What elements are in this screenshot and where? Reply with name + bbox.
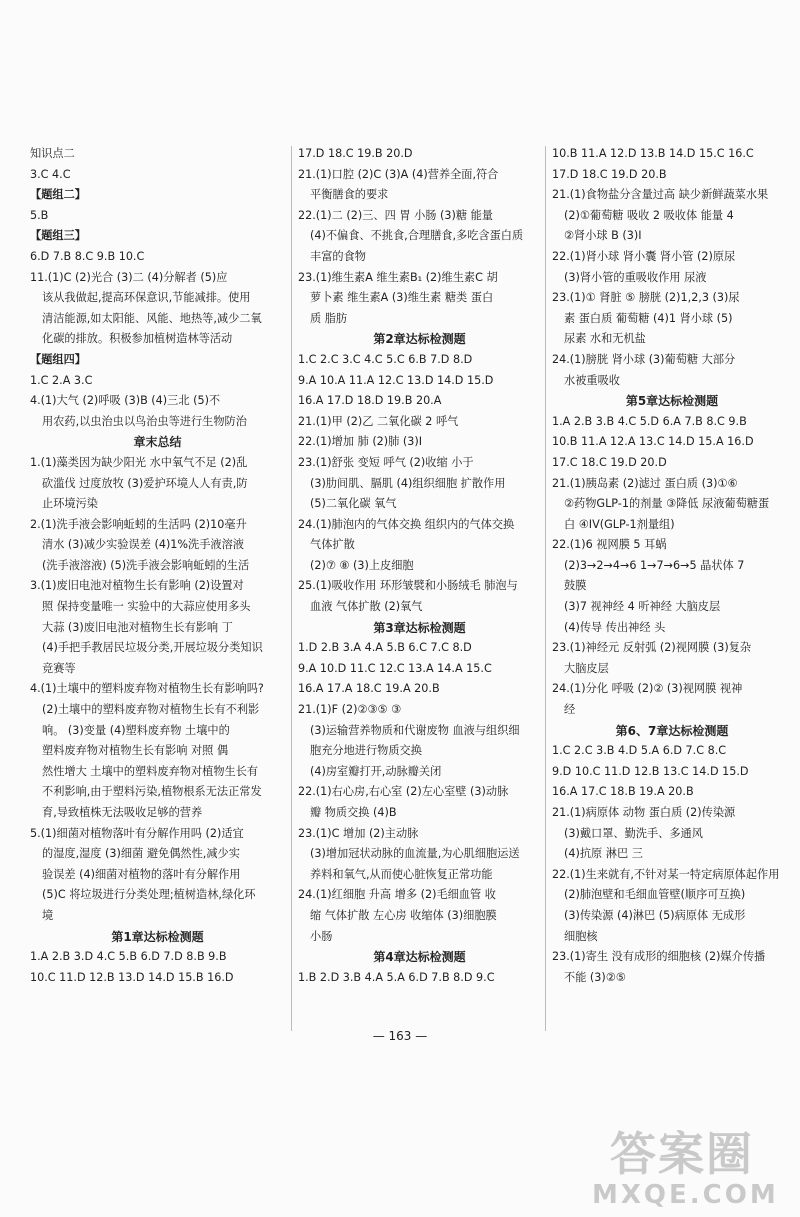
answer-line: 24.(1)膀胱 肾小球 (3)葡萄糖 大部分	[552, 352, 736, 366]
watermark-logo-text: 答案圈	[610, 1127, 754, 1181]
answer-line: 25.(1)吸收作用 环形皱襞和小肠绒毛 肺泡与	[298, 579, 518, 593]
group-heading: 【题组三】	[30, 229, 86, 243]
answer-line: 血液 气体扩散 (2)氧气	[310, 600, 423, 614]
answer-line: 境	[42, 908, 54, 922]
answer-line: 16.A 17.A 18.C 19.A 20.B	[298, 682, 440, 696]
answer-line: 24.(1)分化 呼吸 (2)② (3)视网膜 视神	[552, 682, 743, 696]
section-heading: 第6、7章达标检测题	[615, 723, 729, 738]
page-number: — 163 —	[372, 1029, 428, 1043]
answer-line: ②药物GLP-1的剂量 ③降低 尿液葡萄糖蛋	[564, 497, 770, 511]
answer-line: 清洁能源,如太阳能、风能、地热等,减少二氧	[42, 311, 262, 325]
answer-line: 2.(1)洗手液会影响蚯蚓的生活吗 (2)10毫升	[30, 517, 247, 531]
section-heading: 第5章达标检测题	[625, 394, 719, 409]
answer-line: 1.(1)藻类因为缺少阳光 水中氧气不足 (2)乱	[30, 455, 248, 469]
answer-line: (3)7 视神经 4 听神经 大脑皮层	[564, 600, 721, 614]
answer-line: 养料和氧气,从而使心脏恢复正常功能	[310, 867, 493, 881]
answer-line: 17.C 18.C 19.D 20.D	[552, 455, 667, 469]
answer-line: 9.A 10.D 11.C 12.C 13.A 14.A 15.C	[298, 661, 492, 675]
answer-line: (3)戴口罩、勤洗手、多通风	[564, 826, 703, 840]
answer-line: (洗手液溶液) (5)洗手液会影响蚯蚓的生活	[42, 558, 250, 572]
answer-line: (4)房室瓣打开,动脉瓣关闭	[310, 764, 442, 778]
group-heading: 【题组四】	[30, 352, 86, 366]
answer-line: 16.A 17.D 18.D 19.B 20.A	[298, 394, 442, 408]
answer-line: 砍滥伐 过度放牧 (3)爱护环境人人有责,防	[42, 476, 248, 490]
answer-line: 23.(1)维生素A 维生素B₁ (2)维生素C 胡	[298, 270, 498, 284]
answer-line: 1.C 2.A 3.C	[30, 373, 93, 387]
answer-line: 24.(1)红细胞 升高 增多 (2)毛细血管 收	[298, 888, 496, 902]
column-divider	[545, 146, 546, 1031]
answer-line: 的湿度,湿度 (3)细菌 避免偶然性,减少实	[42, 847, 240, 861]
answer-line: 22.(1)肾小球 肾小囊 肾小管 (2)原尿	[552, 249, 736, 263]
answer-line: 23.(1)神经元 反射弧 (2)视网膜 (3)复杂	[552, 641, 752, 655]
answer-line: (2)土壤中的塑料废弃物对植物生长有不利影	[42, 703, 260, 717]
answer-line: 22.(1)二 (2)三、四 胃 小肠 (3)糖 能量	[298, 208, 493, 222]
answer-line: 22.(1)生来就有,不针对某一特定病原体起作用	[552, 867, 780, 881]
answer-line: 1.A 2.B 3.D 4.C 5.B 6.D 7.D 8.B 9.B	[30, 950, 227, 964]
answer-line: 1.B 2.D 3.B 4.A 5.A 6.D 7.B 8.D 9.C	[298, 970, 495, 984]
answer-line: 然性增大 土壤中的塑料废弃物对植物生长有	[42, 764, 259, 778]
answer-line: 丰富的食物	[310, 249, 366, 263]
answer-line: 23.(1)舒张 变短 呼气 (2)收缩 小于	[298, 455, 474, 469]
section-heading: 第1章达标检测题	[111, 929, 204, 944]
answer-line: 17.D 18.C 19.D 20.B	[552, 167, 667, 181]
answer-line: 塑料废弃物对植物生长有影响 对照 偶	[42, 744, 229, 758]
answer-line: 21.(1)食物盐分含量过高 缺少新鲜蔬菜水果	[552, 188, 769, 202]
answer-line: 23.(1)寄生 没有成形的细胞核 (2)媒介传播	[552, 950, 766, 964]
answer-line: 21.(1)F (2)②③⑤ ③	[298, 703, 402, 717]
answer-line: 6.D 7.B 8.C 9.B 10.C	[30, 249, 145, 263]
answer-line: 瓣 物质交换 (4)B	[310, 806, 397, 819]
column-divider	[291, 146, 292, 1031]
section-heading: 第2章达标检测题	[373, 332, 466, 347]
answer-line: 细胞核	[564, 929, 598, 943]
answer-line: 素 蛋白质 葡萄糖 (4)1 肾小球 (5)	[564, 311, 733, 325]
answer-line: 平衡膳食的要求	[310, 188, 389, 202]
answer-line: 21.(1)胰岛素 (2)滤过 蛋白质 (3)①⑥	[552, 476, 738, 490]
answer-line: 气体扩散	[310, 538, 355, 552]
answer-line: (3)运输营养物质和代谢废物 血液与组织细	[310, 723, 520, 737]
answer-line: 3.C 4.C	[30, 167, 71, 181]
answer-line: 竞赛等	[42, 661, 76, 675]
answer-line: (2)肺泡壁和毛细血管壁(顺序可互换)	[564, 888, 746, 902]
answer-line: 育,导致植株无法吸收足够的营养	[42, 806, 203, 819]
answer-line: 10.B 11.A 12.A 13.C 14.D 15.A 16.D	[552, 435, 754, 449]
answer-line: 清水 (3)减少实验误差 (4)1%洗手液溶液	[42, 538, 244, 552]
answer-line: 不利影响,由于塑料污染,植物根系无法正常发	[42, 785, 262, 799]
answer-line: 响。 (3)变量 (4)塑料废弃物 土壤中的	[42, 723, 230, 737]
answer-line: 5.B	[30, 208, 49, 222]
answer-line: 照 保持变量唯一 实验中的大蒜应使用多头	[42, 600, 251, 614]
answer-line: ②肾小球 B (3)Ⅰ	[564, 229, 642, 243]
answer-line: 止环境污染	[42, 497, 98, 511]
answer-line: (2)①葡萄糖 吸收 2 吸收体 能量 4	[564, 208, 734, 222]
answer-line: 经	[564, 703, 576, 717]
answer-line: 尿素 水和无机盐	[564, 332, 646, 346]
answer-line: 11.(1)C (2)光合 (3)二 (4)分解者 (5)应	[30, 270, 228, 284]
answer-line: 9.D 10.C 11.D 12.B 13.C 14.D 15.D	[552, 764, 749, 778]
answer-line: 1.D 2.B 3.A 4.A 5.B 6.C 7.C 8.D	[298, 641, 472, 655]
answer-line: 22.(1)右心房,右心室 (2)左心室壁 (3)动脉	[298, 785, 509, 799]
answer-line: 验误差 (4)细菌对植物的落叶有分解作用	[42, 867, 241, 881]
answer-line: (4)不偏食、不挑食,合理膳食,多吃含蛋白质	[310, 229, 524, 243]
watermark-logo	[592, 1118, 779, 1210]
answer-line: 用农药,以虫治虫以鸟治虫等进行生物防治	[42, 414, 247, 428]
answer-line: 4.(1)大气 (2)呼吸 (3)B (4)三北 (5)不	[30, 394, 221, 408]
answer-line: 白 ④IV(GLP-1剂量组)	[564, 517, 675, 531]
answer-line: (4)手把手教居民垃圾分类,开展垃圾分类知识	[42, 641, 263, 655]
answer-line: 21.(1)病原体 动物 蛋白质 (2)传染源	[552, 806, 736, 819]
answer-line: 10.B 11.A 12.D 13.B 14.D 15.C 16.C	[552, 147, 754, 160]
section-heading: 第4章达标检测题	[373, 950, 466, 965]
answer-line: 知识点二	[30, 147, 75, 160]
answer-line: (3)肾小管的重吸收作用 尿液	[564, 270, 707, 284]
answer-line: 21.(1)口腔 (2)C (3)A (4)营养全面,符合	[298, 167, 499, 181]
answer-line: 10.C 11.D 12.B 13.D 14.D 15.B 16.D	[30, 970, 234, 984]
answer-line: 不能 (3)②⑤	[564, 970, 626, 984]
answer-line: 22.(1)6 视网膜 5 耳蜗	[552, 538, 667, 552]
answer-line: 1.C 2.C 3.B 4.D 5.A 6.D 7.C 8.C	[552, 744, 727, 758]
answer-line: 3.(1)废旧电池对植物生长有影响 (2)设置对	[30, 579, 244, 593]
answer-line: 24.(1)肺泡内的气体交换 组织内的气体交换	[298, 517, 515, 531]
group-heading: 【题组二】	[30, 188, 86, 202]
answer-line: 大脑皮层	[564, 661, 609, 675]
answer-line: (5)C 将垃圾进行分类处理;植树造林,绿化环	[42, 888, 256, 902]
answer-line: (5)二氧化碳 氧气	[310, 497, 397, 511]
answer-line: 鼓膜	[564, 579, 587, 593]
answer-line: 化碳的排放。积极参加植树造林等活动	[42, 332, 233, 346]
answer-line: 萝卜素 维生素A (3)维生素 糖类 蛋白	[310, 291, 494, 305]
answer-line: (4)抗原 淋巴 三	[564, 847, 643, 861]
answer-line: 水被重吸收	[564, 373, 620, 387]
answer-line: 22.(1)增加 肺 (2)肺 (3)Ⅰ	[298, 435, 423, 449]
answer-line: 1.A 2.B 3.B 4.C 5.D 6.A 7.B 8.C 9.B	[552, 414, 747, 428]
answer-line: 23.(1)C 增加 (2)主动脉	[298, 826, 419, 840]
section-heading: 章末总结	[133, 435, 182, 450]
answer-line: 16.A 17.C 18.B 19.A 20.B	[552, 785, 694, 799]
answer-line: 质 脂肪	[310, 311, 348, 325]
answer-line: (3)增加冠状动脉的血流量,为心肌细胞运送	[310, 847, 520, 861]
answer-line: 胞充分地进行物质交换	[310, 744, 422, 758]
column-left	[30, 144, 285, 1087]
answer-line: 该从我做起,提高环保意识,节能减排。使用	[42, 291, 251, 305]
answer-line: (3)传染源 (4)淋巴 (5)病原体 无成形	[564, 908, 746, 922]
section-heading: 第3章达标检测题	[373, 620, 466, 635]
answer-line: 小肠	[310, 929, 333, 943]
answer-line: 5.(1)细菌对植物落叶有分解作用吗 (2)适宜	[30, 826, 244, 840]
answer-line: 17.D 18.C 19.B 20.D	[298, 147, 413, 160]
answer-line: 缩 气体扩散 左心房 收缩体 (3)细胞膜	[310, 908, 497, 922]
column-right	[552, 144, 792, 1087]
answer-line: 23.(1)① 肾脏 ⑤ 膀胱 (2)1,2,3 (3)尿	[552, 291, 740, 305]
answer-line: (3)肋间肌、膈肌 (4)组织细胞 扩散作用	[310, 476, 506, 490]
watermark-site: MXQE.COM	[592, 1180, 779, 1210]
answer-line: 21.(1)甲 (2)乙 二氧化碳 2 呼气	[298, 414, 459, 428]
answer-line: (2)3→2→4→6 1→7→6→5 晶状体 7	[564, 558, 745, 572]
answer-line: 大蒜 (3)废旧电池对植物生长有影响 丁	[42, 620, 233, 634]
answer-line: 1.C 2.C 3.C 4.C 5.C 6.B 7.D 8.D	[298, 352, 473, 366]
column-middle	[298, 144, 541, 1087]
answer-line: (2)⑦ ⑧ (3)上皮细胞	[310, 558, 414, 572]
answer-line: 4.(1)土壤中的塑料废弃物对植物生长有影响吗?	[30, 682, 264, 696]
answer-line: 9.A 10.A 11.A 12.C 13.D 14.D 15.D	[298, 373, 494, 387]
answer-line: (4)传导 传出神经 头	[564, 620, 666, 634]
